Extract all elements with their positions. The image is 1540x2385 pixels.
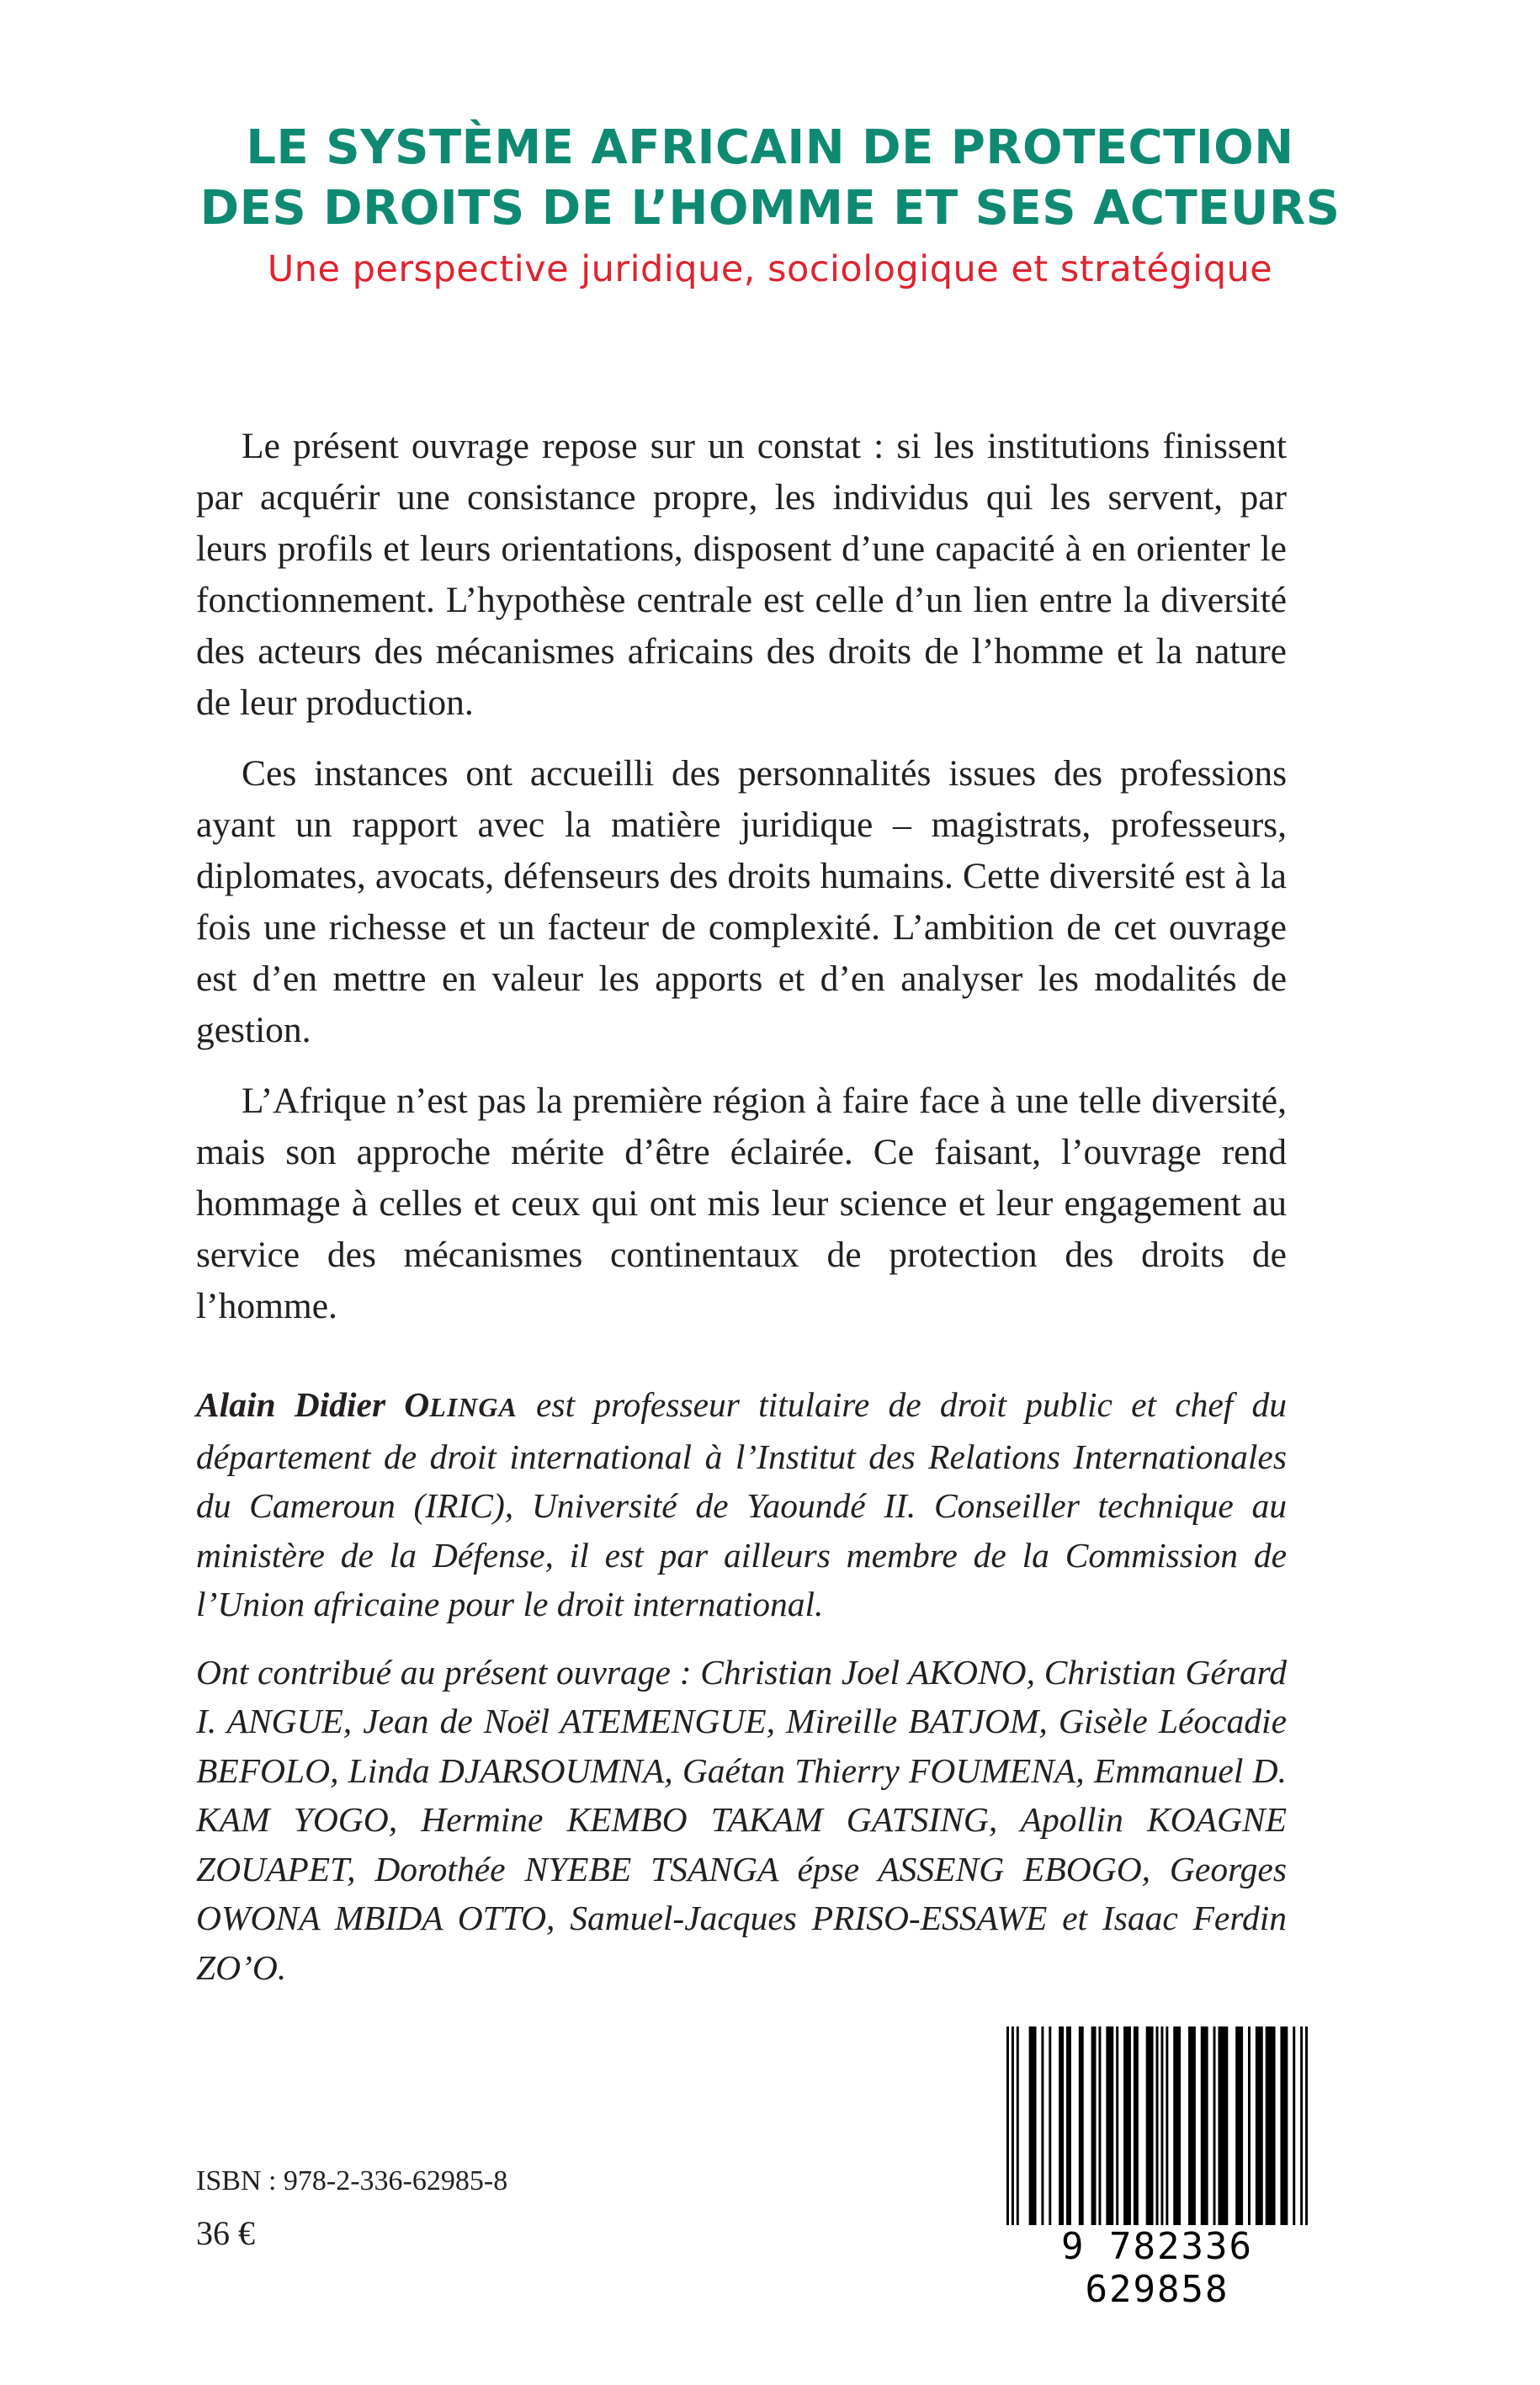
contributors-list: Ont contribué au présent ouvrage : Christian Joel AKONO, Christian Gérard I. ANGUE, Jean de Noël ATEMENGUE, Mireille BATJOM, Gisèle Léocadie BEFOLO, Linda DJARSOUMNA, Gaétan Thierry FOUMENA, Emmanuel D. KAM YOGO, Hermine KEMBO TAKAM GATSING, Apollin KOAGNE ZOUAPET, Dorothée NYEBE TSANGA épse ASSENG EBOGO, Georges OWONA MBIDA OTTO, Samuel-Jacques PRISO-ESSAWE et Isaac Ferdin ZO’O. [196,1652,1287,1987]
book-title-line-1: LE SYSTÈME AFRICAIN DE PROTECTION [246,120,1294,175]
barcode-bar [1213,2026,1216,2225]
author-bio-paragraph [196,1380,1287,1629]
summary-text [196,421,1287,1352]
author-bio [196,1380,1287,2011]
barcode-bar [1166,2026,1168,2225]
barcode-bar [1201,2026,1208,2225]
book-subtitle: Une perspective juridique, sociologique et stratégique [267,248,1273,290]
author-bio-text: est professeur titulaire de droit public et chef du département de droit international à l’Institut des Relations Internationales du Cameroun (IRIC), Université de Yaoundé II. Conseiller technique au ministère de la Défense, il est par ailleurs membre de la Commission de l’Union africaine pour le droit international. [196,1385,1287,1623]
barcode-bar [1156,2026,1159,2225]
barcode-bar [1173,2026,1181,2225]
author-first-name: Alain Didier [196,1385,405,1424]
barcode-bar [1049,2026,1051,2225]
barcode-bar [1066,2026,1071,2225]
isbn-label: ISBN : 978-2-336-62985-8 [196,2165,508,2196]
barcode-bar [1091,2026,1097,2225]
barcode-bar [1106,2026,1113,2225]
barcode-bar [1098,2026,1101,2225]
barcode-bar [1017,2026,1019,2225]
barcode-bar [1116,2026,1118,2225]
summary-paragraph-1: Le présent ouvrage repose sur un constat : si les institutions finissent par acquérir une consistance propre, les individus qui les servent, par leurs profils et leurs orientations, disposent d’une capacité à en orienter le fonctionnement. L’hypothèse centrale est celle d’un lien entre la diversité des acteurs des mécanismes africains des droits de l’homme et la nature de leur production. [196,426,1287,723]
price-label: 36 € [196,2214,255,2252]
barcode-digits: 9 782336 629858 [1061,2225,1253,2311]
barcode-bar [1293,2026,1295,2225]
barcode-bar [1006,2026,1009,2225]
barcode-bar [1079,2026,1084,2225]
barcode-bar [1305,2026,1308,2225]
barcode-bar [1134,2026,1139,2225]
barcode-bar [1146,2026,1154,2225]
barcode-bar [1300,2026,1303,2225]
barcode-bar [1248,2026,1251,2225]
author-name [196,1385,518,1424]
author-last-name-rest: LINGA [429,1392,518,1422]
summary-paragraph-3: L’Afrique n’est pas la première région à faire face à une telle diversité, mais son approche mérite d’être éclairée. Ce faisant, l’ouvrage rend hommage à celles et ceux qui ont mis leur science et leur engagement au service des mécanismes continentaux de protection des droits de l’homme. [196,1081,1287,1326]
barcode-bar [1235,2026,1243,2225]
barcode-bar [1266,2026,1276,2225]
barcode-bars [1006,2026,1308,2225]
barcode [993,2020,1321,2311]
book-title [0,118,1540,239]
barcode-bar [1041,2026,1043,2225]
barcode-bar [1256,2026,1263,2225]
barcode-bar [1059,2026,1064,2225]
barcode-bar [1280,2026,1288,2225]
barcode-bar [1160,2026,1163,2225]
barcode-bar [1123,2026,1131,2225]
barcode-bar [1029,2026,1037,2225]
barcode-bar [1012,2026,1014,2225]
book-title-line-2: DES DROITS DE L’HOMME ET SES ACTEURS [199,181,1341,236]
summary-paragraph-2: Ces instances ont accueilli des personnalités issues des professions ayant un rapport avec la matière juridique – magistrats, professeurs, diplomates, avocats, défenseurs des droits humains. Cette diversité est à la fois une richesse et un facteur de complexité. L’ambition de cet ouvrage est d’en mettre en valeur les apports et d’en analyser les modalités de gestion. [196,753,1287,1050]
barcode-bar [1218,2026,1228,2225]
author-last-name-initial: O [404,1385,430,1424]
barcode-bar [1188,2026,1196,2225]
